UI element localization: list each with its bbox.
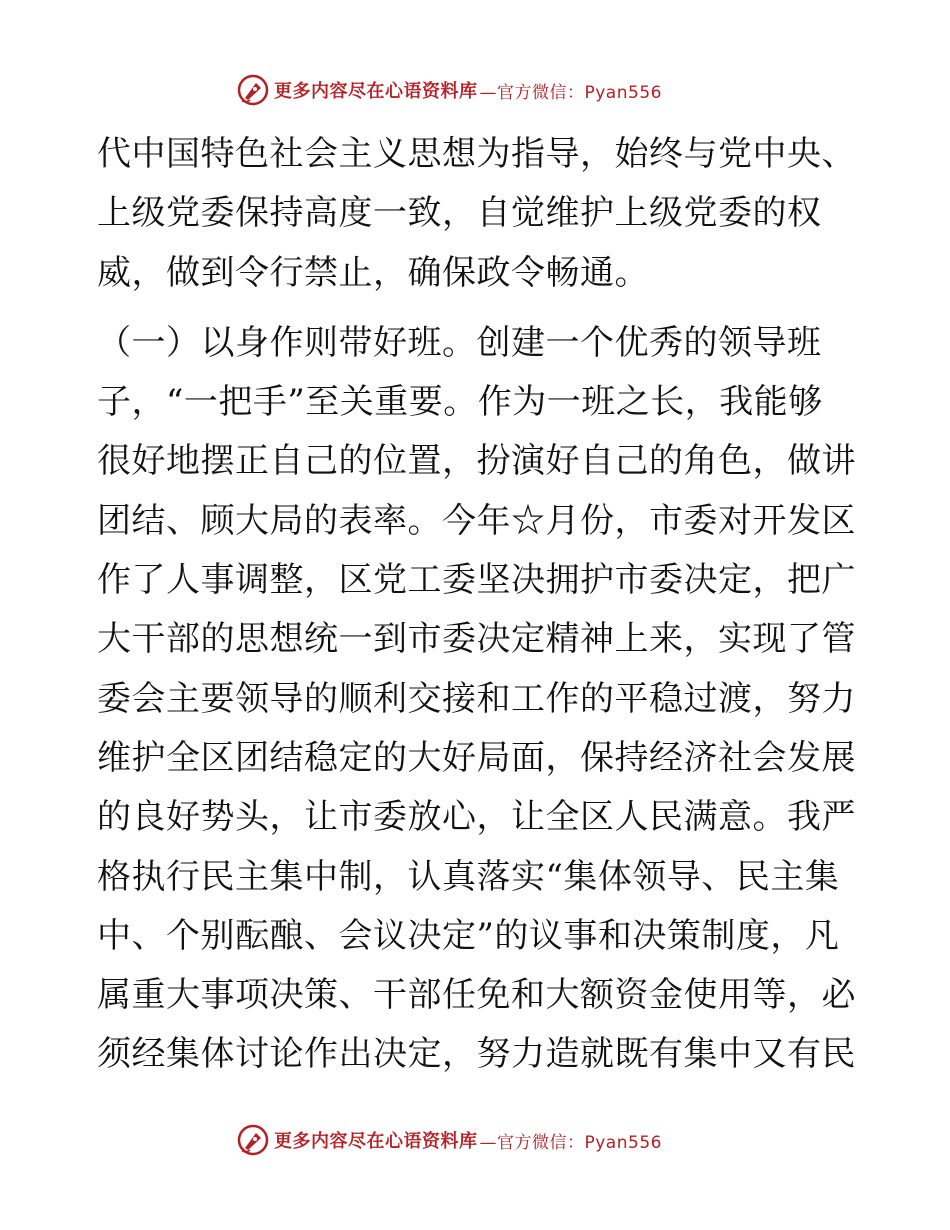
document-body xyxy=(97,125,857,1085)
body-line: 属重大事项决策、干部任免和大额资金使用等，必 xyxy=(97,975,856,1016)
body-line: 上级党委保持高度一致，自觉维护上级党委的权 xyxy=(97,193,822,234)
body-line: 须经集体讨论作出决定，努力造就既有集中又有民 xyxy=(97,1034,856,1075)
body-line: 维护全区团结稳定的大好局面，保持经济社会发展 xyxy=(97,737,856,778)
pen-nib-logo-icon xyxy=(236,1123,270,1157)
footer-watermark-banner xyxy=(236,1120,662,1160)
body-line: 代中国特色社会主义思想为指导，始终与党中央、 xyxy=(97,134,856,174)
body-line: 团结、顾大局的表率。今年☆月份，市委对开发区 xyxy=(97,500,856,541)
pen-nib-logo-icon xyxy=(236,73,270,107)
body-line: 威，做到令行禁止，确保政令畅通。 xyxy=(97,252,649,293)
header-promo-text: 更多内容尽在心语资料库 xyxy=(274,81,478,102)
paragraph-heading-line: （一）以身作则带好班。创建一个优秀的领导班 xyxy=(97,322,822,363)
body-line: 很好地摆正自己的位置，扮演好自己的角色，做讲 xyxy=(97,441,856,482)
footer-contact-text: —官方微信：Pyan556 xyxy=(479,1132,662,1153)
body-line: 委会主要领导的顺利交接和工作的平稳过渡，努力 xyxy=(97,678,856,719)
header-watermark-banner xyxy=(236,70,662,110)
header-contact-text: —官方微信：Pyan556 xyxy=(479,82,662,103)
body-line: 中、个别酝酿、会议决定”的议事和决策制度，凡 xyxy=(97,915,840,956)
body-line: 格执行民主集中制，认真落实“集体领导、民主集 xyxy=(97,856,840,897)
body-line: 作了人事调整，区党工委坚决拥护市委决定，把广 xyxy=(97,560,856,601)
body-line: 子，“一把手”至关重要。作为一班之长，我能够 xyxy=(97,382,823,423)
footer-promo-text: 更多内容尽在心语资料库 xyxy=(274,1131,478,1152)
body-line: 的良好势头，让市委放心，让全区人民满意。我严 xyxy=(97,797,856,838)
body-line: 大干部的思想统一到市委决定精神上来，实现了管 xyxy=(97,619,856,660)
